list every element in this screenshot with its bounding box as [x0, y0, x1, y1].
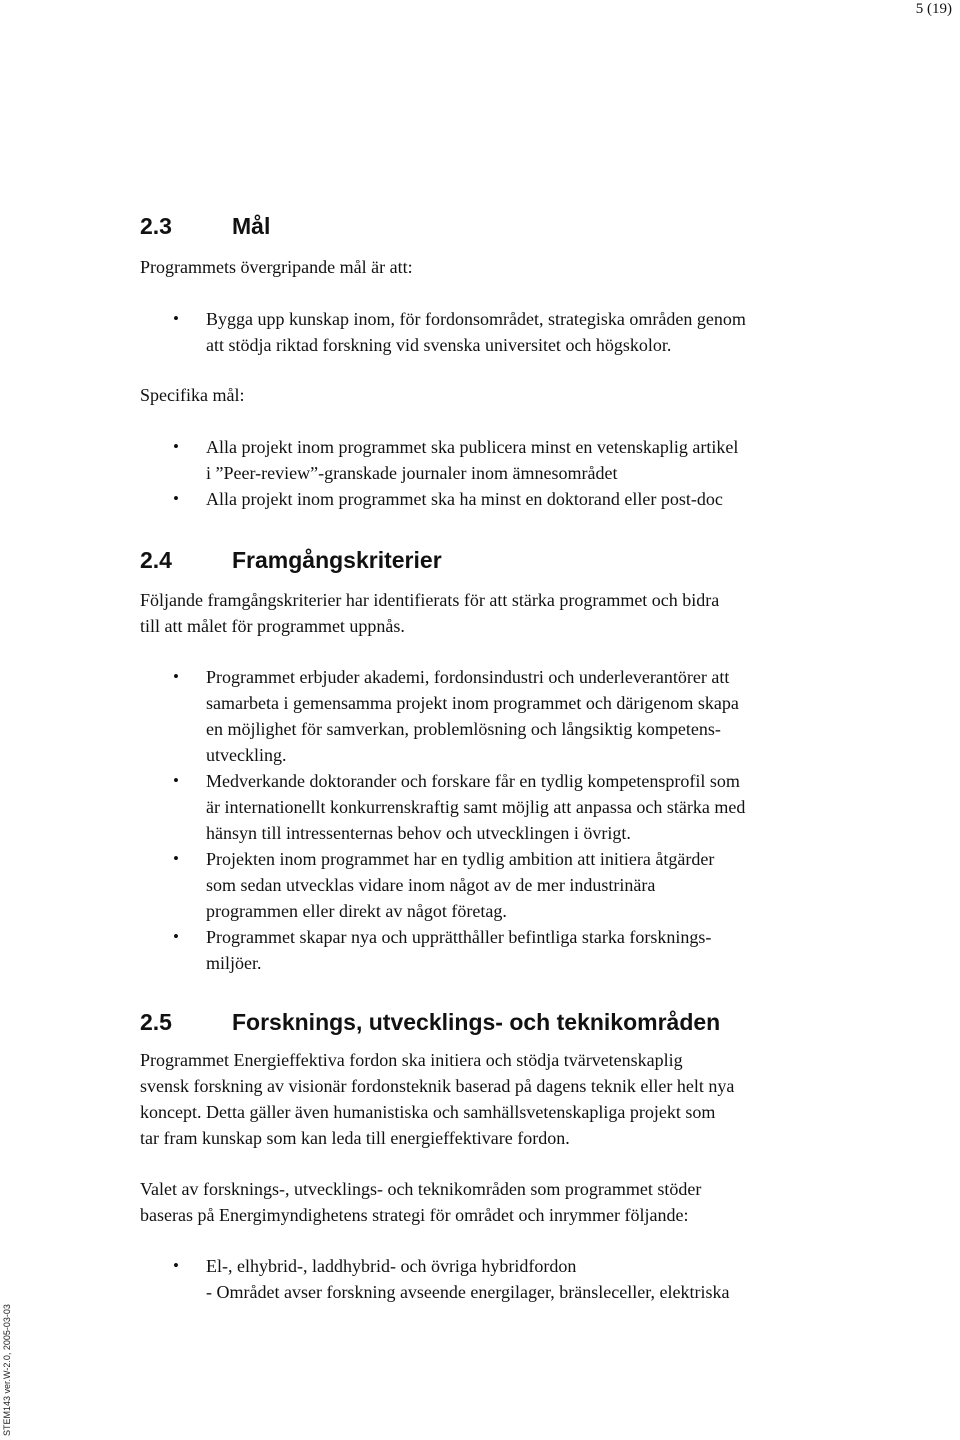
paragraph-line: baseras på Energimyndighetens strategi för området och inrymmer följande: — [140, 1205, 689, 1225]
criteria-list — [140, 664, 880, 976]
list-item-line: utveckling. — [206, 745, 287, 765]
paragraph-line: svensk forskning av visionär fordonsteknik baserad på dagens teknik eller helt nya — [140, 1076, 735, 1096]
list-item-line: miljöer. — [206, 953, 262, 973]
list-item-line: - Området avser forskning avseende energilager, bränsleceller, elektriska — [206, 1282, 730, 1302]
section-number: 2.3 — [140, 213, 172, 239]
section-title: Forsknings, utvecklings- och teknikområden — [232, 1009, 721, 1035]
list-item-line: Bygga upp kunskap inom, för fordonsområdet, strategiska områden genom — [206, 309, 746, 329]
criteria-intro — [140, 587, 880, 639]
section-number: 2.4 — [140, 547, 172, 573]
paragraph-line: Följande framgångskriterier har identifierats för att stärka programmet och bidra — [140, 590, 720, 610]
overall-goals-list — [140, 306, 880, 358]
list-item-line: hänsyn till intressenternas behov och utvecklingen i övrigt. — [206, 823, 631, 843]
paragraph-line: till att målet för programmet uppnås. — [140, 616, 405, 636]
list-item — [140, 664, 880, 768]
research-areas-paragraph-2 — [140, 1176, 880, 1228]
bullet-icon: • — [173, 667, 179, 686]
list-item-line: programmen eller direkt av något företag. — [206, 901, 507, 921]
list-item-line: Medverkande doktorander och forskare får en tydlig kompetensprofil som — [206, 771, 740, 791]
section-number: 2.5 — [140, 1009, 172, 1035]
list-item-line: samarbeta i gemensamma projekt inom programmet och därigenom skapa — [206, 693, 739, 713]
list-item-line: är internationellt konkurrenskraftig samt möjlig att anpassa och stärka med — [206, 797, 746, 817]
specific-goals-label: Specifika mål: — [140, 385, 245, 405]
bullet-icon: • — [173, 437, 179, 456]
list-item — [140, 486, 880, 512]
list-item-line: som sedan utvecklas vidare inom något av de mer industrinära — [206, 875, 656, 895]
paragraph-line: Valet av forsknings-, utvecklings- och teknikområden som programmet stöder — [140, 1179, 702, 1199]
bullet-icon: • — [173, 309, 179, 328]
bullet-icon: • — [173, 849, 179, 868]
bullet-icon: • — [173, 927, 179, 946]
list-item-line: Programmet skapar nya och upprätthåller befintliga starka forsknings- — [206, 927, 712, 947]
section-title: Framgångskriterier — [232, 547, 442, 573]
list-item-line: en möjlighet för samverkan, problemlösning och långsiktig kompetens- — [206, 719, 721, 739]
paragraph-line: koncept. Detta gäller även humanistiska och samhällsvetenskapliga projekt som — [140, 1102, 716, 1122]
list-item — [140, 1253, 880, 1305]
goals-intro: Programmets övergripande mål är att: — [140, 257, 413, 277]
list-item-line: Projekten inom programmet har en tydlig ambition att initiera åtgärder — [206, 849, 715, 869]
research-areas-paragraph-1 — [140, 1047, 880, 1151]
list-item — [140, 846, 880, 924]
page-number: 5 (19) — [915, 1, 952, 17]
paragraph-line: Programmet Energieffektiva fordon ska initiera och stödja tvärvetenskaplig — [140, 1050, 683, 1070]
bullet-icon: • — [173, 489, 179, 508]
specific-goals-list — [140, 434, 880, 512]
list-item — [140, 924, 880, 976]
template-stamp-text: STEM143 ver.W-2.0, 2005-03-03 — [2, 1304, 12, 1436]
research-areas-list — [140, 1253, 880, 1305]
list-item — [140, 434, 880, 486]
section-heading-2-5 — [140, 1008, 880, 1036]
bullet-icon: • — [173, 771, 179, 790]
list-item-line: att stödja riktad forskning vid svenska universitet och högskolor. — [206, 335, 672, 355]
list-item-line: Programmet erbjuder akademi, fordonsindustri och underleverantörer att — [206, 667, 730, 687]
bullet-icon: • — [173, 1256, 179, 1275]
list-item — [140, 306, 880, 358]
section-title: Mål — [232, 213, 271, 239]
list-item-line: i ”Peer-review”-granskade journaler inom ämnesområdet — [206, 463, 618, 483]
paragraph-line: tar fram kunskap som kan leda till energieffektivare fordon. — [140, 1128, 570, 1148]
section-heading-2-3 — [140, 212, 880, 240]
section-heading-2-4 — [140, 546, 880, 574]
template-stamp — [2, 1286, 14, 1436]
list-item-line: Alla projekt inom programmet ska publicera minst en vetenskaplig artikel — [206, 437, 739, 457]
list-item — [140, 768, 880, 846]
list-item-line: El-, elhybrid-, laddhybrid- och övriga hybridfordon — [206, 1256, 577, 1276]
list-item-line: Alla projekt inom programmet ska ha minst en doktorand eller post-doc — [206, 489, 723, 509]
